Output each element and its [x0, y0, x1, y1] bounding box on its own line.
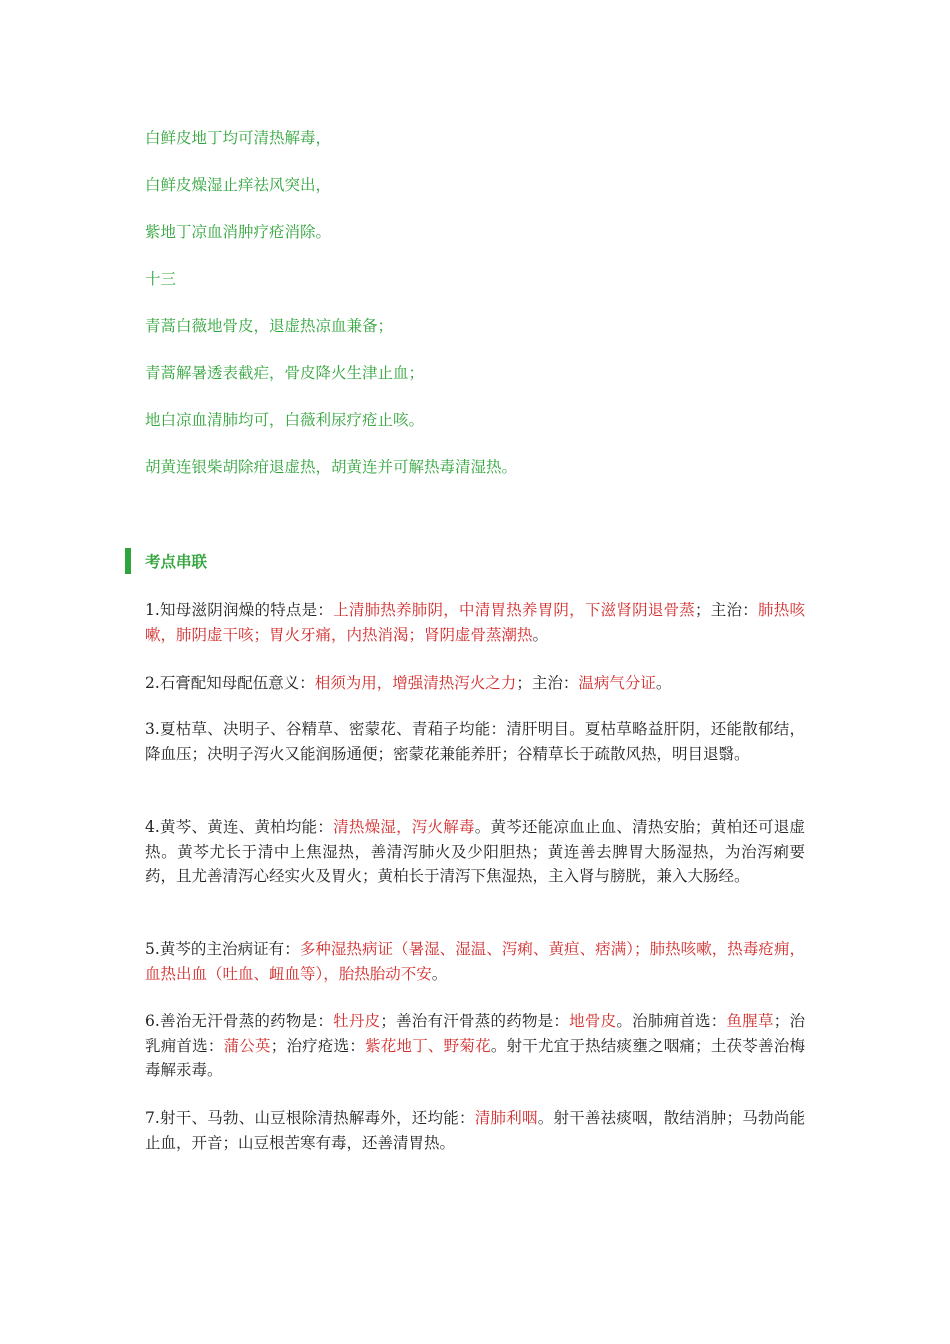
body-text: ；主治：	[695, 601, 758, 619]
section-header	[125, 548, 207, 574]
body-text: 。	[655, 674, 672, 692]
body-text: ；治疗疮选：	[270, 1036, 366, 1055]
highlight-text: 牡丹皮	[333, 1012, 381, 1030]
verse-line: 紫地丁凉血消肿疗疮消除。	[145, 223, 332, 241]
highlight-text: 肺热咳嗽，肺阴虚干咳；胃火牙痛，内热消渴；肾阴虚骨蒸潮热	[145, 601, 805, 644]
key-point-6	[145, 1009, 805, 1083]
key-point-5	[145, 937, 805, 986]
key-point-7	[145, 1106, 805, 1155]
highlight-text: 温病气分证	[578, 674, 656, 692]
key-point-3	[145, 717, 805, 766]
body-text: 5.黄芩的主治病证有：	[145, 940, 300, 958]
body-text: 6.善治无汗骨蒸的药物是：	[145, 1012, 334, 1030]
body-text: 。射干尤宜于热结痰壅之咽痛；土茯苓善治梅毒解汞毒。	[145, 1036, 805, 1079]
body-text: 4.黄芩、黄连、黄柏均能：	[145, 818, 334, 836]
body-text: 1.知母滋阴润燥的特点是：	[145, 601, 334, 619]
highlight-text: 地骨皮	[569, 1012, 617, 1030]
key-point-4	[145, 815, 805, 889]
highlight-text: 蒲公英	[223, 1036, 271, 1055]
highlight-text: 清热燥湿，泻火解毒	[333, 818, 475, 836]
body-text: 。治肺痈首选：	[616, 1012, 727, 1030]
body-text: 。射干善祛痰咽，散结消肿；马勃尚能止血，开音；山豆根苦寒有毒，还善清胃热。	[145, 1109, 805, 1152]
body-text: 。	[431, 964, 448, 983]
key-point-1	[145, 598, 805, 647]
verse-line: 地白凉血清肺均可，白薇利尿疗疮止咳。	[145, 411, 425, 429]
body-text: ；治乳痈首选：	[145, 1012, 805, 1055]
section-title: 考点串联	[145, 553, 208, 571]
verse-line: 青蒿白薇地骨皮，退虚热凉血兼备；	[145, 317, 394, 335]
highlight-text: 鱼腥草	[726, 1012, 774, 1030]
highlight-text: 清肺利咽	[474, 1109, 538, 1127]
body-text: 。	[532, 625, 549, 644]
verse-line: 青蒿解暑透表截疟，骨皮降火生津止血；	[145, 364, 425, 382]
verse-heading: 十三	[145, 270, 177, 288]
verse-line: 白鲜皮地丁均可清热解毒，	[145, 129, 332, 147]
body-text: ；善治有汗骨蒸的药物是：	[380, 1012, 570, 1030]
highlight-text: 多种湿热病证（暑湿、湿温、泻痢、黄疸、痞满）；肺热咳嗽，热毒疮痈，血热出血（吐血、衄血等），胎热胎动不安	[145, 940, 805, 983]
section-accent-bar	[125, 548, 131, 574]
body-text: 2.石膏配知母配伍意义：	[145, 674, 315, 692]
body-text: ；主治：	[516, 674, 579, 692]
body-text: 7.射干、马勃、山豆根除清热解毒外，还均能：	[145, 1109, 475, 1127]
body-text: 3.夏枯草、决明子、谷精草、密蒙花、青葙子均能：清肝明目。夏枯草略益肝阴，还能散郁结，降血压；决明子泻火又能润肠通便；密蒙花兼能养肝；谷精草长于疏散风热，明目退翳。	[145, 720, 805, 763]
verse-line: 胡黄连银柴胡除疳退虚热，胡黄连并可解热毒清湿热。	[145, 458, 518, 476]
key-point-2	[145, 671, 805, 696]
body-text: 。黄芩还能凉血止血、清热安胎；黄柏还可退虚热。黄芩尤长于清中上焦湿热，善清泻肺火及少阳胆热；黄连善去脾胃大肠湿热，为治泻痢要药，且尤善清泻心经实火及胃火；黄柏长于清泻下焦湿热，主入肾与膀胱，兼入大肠经。	[145, 818, 805, 885]
highlight-text: 上清肺热养肺阴，中清胃热养胃阴，下滋肾阴退骨蒸	[333, 601, 696, 619]
highlight-text: 相须为用，增强清热泻火之力	[314, 674, 517, 692]
verse-line: 白鲜皮燥湿止痒祛风突出，	[145, 176, 332, 194]
highlight-text: 紫花地丁、野菊花	[365, 1036, 491, 1055]
